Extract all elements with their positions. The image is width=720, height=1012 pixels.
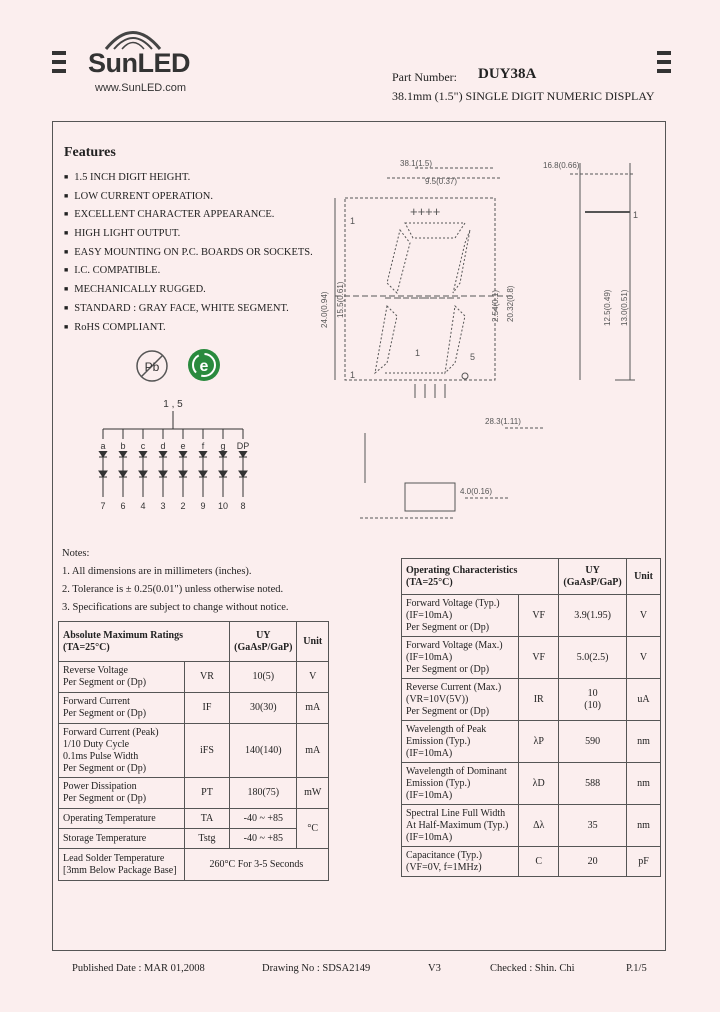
cell-text: Power Dissipation Per Segment or (Dp) (63, 781, 147, 804)
op-part-sub: (GaAsP/GaP) (563, 576, 622, 588)
absolute-maximum-ratings-table (58, 621, 329, 881)
dim-label: 16.8(0.66) (543, 161, 580, 170)
op-table-subtitle: (TA=25°C) (406, 576, 453, 588)
cell-text: 140(140) (244, 744, 282, 756)
cell-text: Forward Voltage (Typ.) (IF=10mA) Per Segment or (Dp) (406, 597, 500, 633)
segment-c (445, 306, 465, 373)
brand-url[interactable]: www.SunLED.com (95, 82, 187, 94)
table-cell: Tstg (184, 829, 229, 849)
dim-label: 15.5(0.61) (336, 281, 345, 318)
features-title: Features (64, 145, 116, 160)
cell-text: V (639, 651, 648, 663)
cell-text: nm (637, 819, 650, 831)
cell-text: V (639, 609, 648, 621)
feature-item: ■ EXCELLENT CHARACTER APPEARANCE. (64, 205, 313, 224)
diode-icon (179, 471, 187, 477)
diode-icon (99, 471, 107, 477)
table-row (59, 662, 329, 693)
cell-text: Spectral Line Full Width At Half-Maximum (Typ.) (IF=10mA) (406, 807, 509, 843)
cell-text: mA (305, 702, 321, 713)
table-cell (627, 721, 661, 763)
cell-text: Wavelength of Peak Emission (Typ.) (IF=10mA) (406, 723, 487, 759)
cell-text: Reverse Current (Max.) (VR=10V(5V)) Per Segment or (Dp) (406, 681, 502, 717)
pin-label: 3 (160, 501, 166, 511)
table-cell: TA (184, 809, 229, 829)
part-number: DUY38A (478, 66, 537, 82)
cell-text: 10 (10) (584, 687, 601, 711)
cell-text: iFS (200, 744, 214, 756)
temp-unit-cell: °C (297, 809, 329, 849)
segment-label: e (180, 441, 186, 451)
features-list (64, 168, 313, 336)
cell-text: mW (304, 787, 322, 798)
cell-text: λD (532, 777, 545, 789)
svg-text:1: 1 (350, 216, 356, 226)
cell-text: 590 (585, 735, 601, 747)
table-row (59, 778, 329, 809)
table-cell (559, 847, 627, 877)
table-cell (519, 595, 559, 637)
table-cell (59, 662, 185, 693)
dim-label: 13.0(0.51) (620, 289, 629, 326)
pin-label: 4 (140, 501, 146, 511)
cell-text: Forward Current Per Segment or (Dp) (63, 696, 147, 719)
footer-drawing: Drawing No : SDSA2149 (262, 963, 371, 974)
feature-item: ■ I.C. COMPATIBLE. (64, 261, 313, 280)
table-cell (559, 805, 627, 847)
table-cell (297, 662, 329, 693)
segment-dp (462, 373, 468, 379)
table-cell (519, 721, 559, 763)
cell-text: 35 (587, 819, 598, 831)
table-cell (402, 595, 519, 637)
rohs-eco-icon (185, 346, 223, 384)
table-cell (402, 721, 519, 763)
dim-label: 38.1(1.5) (400, 159, 433, 168)
solder-value: 260°C For 3-5 Seconds (184, 849, 328, 881)
table-cell (627, 805, 661, 847)
cell-text: 588 (585, 777, 601, 789)
diode-icon (199, 451, 207, 457)
plus-marks: ++++ (410, 204, 441, 219)
table-cell (519, 679, 559, 721)
segment-label: d (160, 441, 166, 451)
segment-label: f (201, 441, 205, 451)
pin-label: 7 (100, 501, 106, 511)
part-number-label: Part Number: (392, 70, 457, 84)
table-cell (402, 847, 519, 877)
dim-label: 28.3(1.11) (485, 417, 521, 426)
diode-icon (139, 471, 147, 477)
note-item: 2. Tolerance is ± 0.25(0.01") unless otherwise noted. (62, 584, 284, 595)
table-row (402, 679, 661, 721)
product-subtitle: 38.1mm (1.5") SINGLE DIGIT NUMERIC DISPLAY (392, 89, 655, 103)
dim-label: 9.5(0.37) (425, 177, 458, 186)
feature-item: ■ EASY MOUNTING ON P.C. BOARDS OR SOCKETS. (64, 243, 313, 262)
cell-text: 180(75) (247, 787, 280, 798)
cell-text: IR (533, 693, 544, 705)
op-table-header (402, 559, 559, 595)
feature-item: ■ HIGH LIGHT OUTPUT. (64, 224, 313, 243)
table-cell (59, 724, 185, 778)
dimension-drawing (315, 148, 665, 528)
segment-label: c (140, 441, 146, 451)
cell-text: λP (533, 735, 544, 747)
table-cell (297, 693, 329, 724)
table-cell (184, 662, 229, 693)
op-part-label: UY (585, 564, 600, 576)
abs-unit-header: Unit (297, 622, 329, 662)
table-cell (627, 637, 661, 679)
feature-item: ■ 1.5 INCH DIGIT HEIGHT. (64, 168, 313, 187)
table-cell (402, 763, 519, 805)
segment-b (453, 230, 470, 293)
table-cell (230, 724, 297, 778)
cell-text: VR (200, 671, 214, 682)
cell-text: Wavelength of Dominant Emission (Typ.) (IF=10mA) (406, 765, 507, 801)
table-cell (297, 724, 329, 778)
right-header-bars (657, 51, 671, 78)
solder-param: Lead Solder Temperature [3mm Below Package Base] (63, 852, 177, 876)
abs-table-subtitle: (TA=25°C) (63, 641, 110, 653)
notes-title: Notes: (62, 548, 90, 559)
cell-text: C (535, 855, 543, 867)
note-item: 1. All dimensions are in millimeters (inches). (62, 566, 252, 577)
cell-text: mA (305, 744, 321, 756)
cell-text: 5.0(2.5) (576, 651, 609, 663)
cell-text: Reverse Voltage Per Segment or (Dp) (63, 665, 147, 688)
footer-published: Published Date : MAR 01,2008 (72, 963, 205, 974)
table-cell (59, 849, 185, 881)
table-cell (519, 637, 559, 679)
cell-text: IF (202, 702, 212, 713)
pb-label: Pb (144, 360, 160, 374)
diode-icon (139, 451, 147, 457)
abs-part-sub: (GaAsP/GaP) (234, 641, 293, 653)
cell-text: 10(5) (252, 671, 275, 682)
table-cell (184, 778, 229, 809)
feature-item: ■ RoHS COMPLIANT. (64, 318, 313, 337)
diode-icon (219, 471, 227, 477)
segment-label: a (100, 441, 106, 451)
table-cell (184, 724, 229, 778)
table-row (402, 763, 661, 805)
table-row (402, 805, 661, 847)
table-cell: -40 ~ +85 (230, 809, 297, 829)
op-unit-header: Unit (627, 559, 661, 595)
diode-icon (119, 451, 127, 457)
table-cell (627, 595, 661, 637)
svg-text:1: 1 (633, 210, 639, 220)
table-cell (230, 693, 297, 724)
common-pins-label: 1 , 5 (163, 399, 183, 410)
diode-icon (219, 451, 227, 457)
table-cell (59, 693, 185, 724)
table-cell (627, 763, 661, 805)
footer-page: P.1/5 (626, 963, 647, 974)
table-row (59, 724, 329, 778)
circuit-diagram (85, 393, 260, 513)
diode-icon (199, 471, 207, 477)
table-cell (519, 763, 559, 805)
cell-text: nm (637, 735, 650, 747)
pb-free-icon (134, 348, 170, 384)
svg-text:1: 1 (415, 348, 421, 358)
cell-text: Forward Voltage (Max.) (IF=10mA) Per Segment or (Dp) (406, 639, 503, 675)
diode-icon (239, 471, 247, 477)
table-cell (402, 805, 519, 847)
table-cell (627, 847, 661, 877)
cell-text: 30(30) (249, 702, 277, 713)
pin-label: 10 (217, 501, 229, 511)
table-row (402, 595, 661, 637)
table-cell (559, 679, 627, 721)
footer-checked: Checked : Shin. Chi (490, 963, 575, 974)
cell-text: 20 (587, 855, 598, 867)
table-cell (559, 595, 627, 637)
left-header-bars (52, 51, 66, 78)
abs-table-title: Absolute Maximum Ratings (63, 629, 184, 641)
table-cell (402, 637, 519, 679)
footer-version: V3 (428, 963, 441, 974)
pin-label: 8 (240, 501, 246, 511)
cell-text: VF (532, 609, 546, 621)
svg-text:1: 1 (350, 370, 356, 380)
op-table-title: Operating Characteristics (406, 564, 518, 576)
eco-label: e (199, 358, 209, 375)
table-row (402, 637, 661, 679)
dim-label: 4.0(0.16) (460, 487, 493, 496)
segment-label: g (220, 441, 226, 451)
abs-part-header (230, 622, 297, 662)
pin-label: 2 (180, 501, 186, 511)
segment-e (375, 306, 397, 373)
cell-text: nm (637, 777, 650, 789)
diode-icon (159, 451, 167, 457)
dim-label: 12.5(0.49) (603, 289, 612, 326)
dim-label: 2.54(0.1) (491, 289, 500, 322)
table-cell (230, 662, 297, 693)
abs-table-header (59, 622, 230, 662)
note-item: 3. Specifications are subject to change without notice. (62, 602, 289, 613)
svg-text:5: 5 (470, 352, 476, 362)
table-row (402, 847, 661, 877)
cell-text: PT (201, 787, 213, 798)
cell-text: Δλ (533, 819, 545, 831)
table-cell (402, 679, 519, 721)
diode-icon (119, 471, 127, 477)
sun-logo-icon (98, 22, 168, 50)
segment-label: b (120, 441, 126, 451)
segment-a (405, 223, 465, 238)
brand-name: SunLED (88, 48, 190, 78)
pin-label: 6 (120, 501, 126, 511)
diode-icon (99, 451, 107, 457)
table-cell (519, 805, 559, 847)
cell-text: Forward Current (Peak) 1/10 Duty Cycle 0.1ms Pulse Width Per Segment or (Dp) (63, 726, 159, 774)
table-row (402, 721, 661, 763)
op-part-header (559, 559, 627, 595)
table-cell: -40 ~ +85 (230, 829, 297, 849)
cell-text: VF (532, 651, 546, 663)
pin-label: 9 (200, 501, 206, 511)
diode-icon (159, 471, 167, 477)
diode-icon (239, 451, 247, 457)
table-cell (559, 637, 627, 679)
diode-icon (179, 451, 187, 457)
table-cell (184, 693, 229, 724)
operating-characteristics-table (401, 558, 661, 877)
feature-item: ■ STANDARD : GRAY FACE, WHITE SEGMENT. (64, 299, 313, 318)
cell-text: Capacitance (Typ.) (VF=0V, f=1MHz) (406, 849, 482, 873)
dim-label: 24.0(0.94) (320, 291, 329, 328)
table-cell (297, 778, 329, 809)
cell-text: pF (638, 855, 649, 867)
table-cell (559, 721, 627, 763)
table-cell (627, 679, 661, 721)
table-cell (519, 847, 559, 877)
dim-label: 20.32(0.8) (506, 285, 515, 322)
abs-part-label: UY (256, 629, 271, 641)
cell-text: V (309, 671, 317, 682)
notes-block (62, 545, 289, 617)
table-cell: Storage Temperature (59, 829, 185, 849)
table-cell (559, 763, 627, 805)
table-row (59, 693, 329, 724)
cell-text: 3.9(1.95) (574, 609, 611, 621)
table-cell: Operating Temperature (59, 809, 185, 829)
table-cell (59, 778, 185, 809)
cell-text: uA (637, 693, 650, 705)
segment-f (387, 230, 410, 293)
feature-item: ■ LOW CURRENT OPERATION. (64, 187, 313, 206)
table-cell (230, 778, 297, 809)
segment-label: DP (236, 441, 250, 451)
feature-item: ■ MECHANICALLY RUGGED. (64, 280, 313, 299)
